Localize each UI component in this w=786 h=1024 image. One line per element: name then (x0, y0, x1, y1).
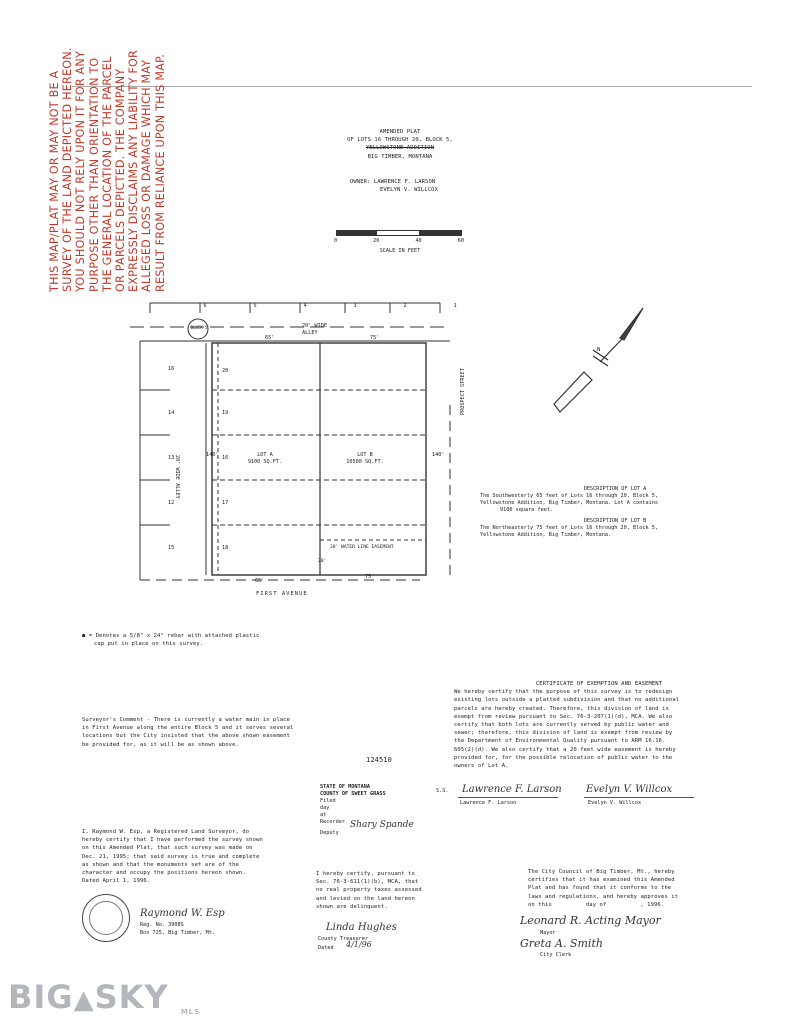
treasurer-line: Sec. 76-3-611(1)(b), MCA, that (316, 879, 419, 886)
stamp-line: at (320, 812, 327, 818)
top-lot: 3 (353, 303, 357, 309)
lot-row-number: 17 (222, 500, 229, 506)
surveyor-certificate-line: Dated April 1, 1996. (82, 878, 151, 885)
top-lot-numbers (180, 303, 480, 310)
scale-label: SCALE IN FEET (379, 248, 421, 254)
lot-b-area: 10500 SQ.FT. (346, 459, 384, 465)
logo-mls: MLS (180, 1008, 201, 1016)
surveyor-certificate-line: I, Raymond W. Esp, a Registered Land Surveyor, do (82, 829, 250, 835)
signature-line (458, 797, 558, 798)
scale-bar (336, 230, 462, 236)
lot-b-description-line: Yellowstone Addition, Big Timber, Montana. (480, 532, 612, 538)
treasurer-line: no real property taxes assessed (316, 887, 422, 894)
council-approval-line (528, 901, 748, 909)
owners-block (350, 178, 438, 194)
lot-row-number: 18 (222, 545, 229, 551)
disclaimer-line: THE GENERAL LOCATION OF THE PARCEL (100, 56, 114, 292)
lot-b-description-title: DESCRIPTION OF LOT B (583, 518, 647, 524)
surveyor-comment-line: in First Avenue along the entire Block 5 and it serves several (82, 725, 294, 732)
certificate-line: parcels are hereby created. Therefore, this division of land is (454, 705, 669, 712)
certificate-line: owners of Lot A. (454, 763, 509, 770)
scale-tick: 40 (415, 238, 422, 244)
alley-label: 20' WIDE ALLEY (302, 323, 327, 336)
certificate-line: the Department of Environmental Quality pursuant to ARM 16.16. (454, 738, 666, 745)
certificate-line: We hereby certify that the purpose of this survey is to redesign (454, 689, 673, 696)
surveyor-certificate-line: character and occupy the positions hereon shown. (82, 870, 246, 877)
lot-b-label (335, 452, 395, 466)
council-approval-part: on this (528, 901, 552, 908)
right-dimension: 140' (432, 452, 445, 458)
council-certificate (528, 868, 748, 909)
scale-ticks (334, 238, 464, 245)
surveyor-comment-line: be provided for, as it will be as shown above. (82, 741, 239, 748)
owner-name-1: Lawrence F. Larson (460, 800, 517, 806)
block-label: BLOCK 5 (190, 325, 208, 330)
mayor-title: Mayor (540, 930, 556, 936)
surveyor-signature: Raymond W. Esp (140, 908, 225, 919)
top-lot: 6 (203, 303, 207, 309)
top-lot: 4 (303, 303, 307, 309)
disclaimer-line: THIS MAP/PLAT MAY OR MAY NOT BE A (48, 70, 61, 292)
scale-tick: 20 (373, 238, 380, 244)
lot-a-description-line: Yellowstone Addition, Big Timber, Montana. Lot A contains (480, 500, 659, 506)
treasurer-title: County Treasurer (318, 936, 368, 942)
stamp-line: COUNTY OF SWEET GRASS (320, 791, 386, 797)
recording-stamp (320, 784, 449, 852)
lot-row-number: 19 (222, 410, 229, 416)
disclaimer-line: RESULT FROM RELIANCE UPON THIS MAP. (153, 53, 167, 292)
council-line: Plat and has found that it conforms to the (528, 885, 672, 892)
easement-label: 20' WATER LINE EASEMENT (330, 545, 394, 550)
plat-subtitle: OF LOTS 16 THROUGH 20, BLOCK 5, (347, 137, 453, 144)
surveyor-reg: Reg. No. 3908S (140, 922, 184, 928)
disclaimer-line: EXPRESSLY DISCLAIMS ANY LIABILITY FOR (127, 50, 141, 292)
clerk-title: City Clerk (540, 952, 572, 958)
owners-label: OWNER: (350, 179, 371, 185)
stamp-line: Deputy (320, 830, 339, 836)
dim-top-left: 65' (265, 335, 275, 341)
dim-bottom-right: 75' (365, 574, 375, 580)
legend-line: cap put in place on this survey. (94, 641, 204, 648)
certificate-line: sewer; therefore, this division of land is exempt from review by (454, 730, 673, 737)
surveyor-address: Box 725, Big Timber, Mt. (140, 930, 215, 936)
lot-b-name: LOT B (357, 452, 373, 458)
stamp-ss: S.S. (436, 788, 449, 794)
owner-signature-2: Evelyn V. Willcox (586, 784, 673, 795)
signature-line (584, 797, 694, 798)
top-lot: 5 (253, 303, 257, 309)
certificate-line: 605(2)(d). We also certify that a 20 feet wide easement is hereby (454, 746, 676, 753)
owner-signature-1: Lawrence F. Larson (462, 784, 562, 795)
side-alley-label: 20' WIDE ALLEY (174, 455, 180, 499)
first-avenue-label: FIRST AVENUE (256, 591, 308, 597)
council-approval-part: day of (585, 901, 607, 908)
top-lot: 1 (453, 303, 457, 309)
stamp-line: STATE OF MONTANA (320, 784, 370, 790)
council-approval-part: , 1996. (640, 901, 665, 908)
lot-row-number: 20 (222, 368, 229, 374)
mountain-icon: ▲ (73, 985, 95, 1015)
dim-bottom-left: 65' (255, 578, 265, 584)
stamp-line: Filed (320, 798, 336, 804)
dim-top-right: 75' (370, 335, 380, 341)
certificate-block (454, 680, 744, 770)
recorder-signature: Shary Spande (350, 820, 414, 830)
plat-header (300, 128, 500, 161)
surveyor-comment-line: locations but the City insisted that the above shown easement (82, 733, 291, 740)
scale-tick: 60 (457, 238, 464, 244)
left-lot-number: 16 (168, 366, 175, 372)
owner-name-2: Evelyn V. Willcox (588, 800, 642, 806)
lot-a-area: 9100 SQ.FT. (247, 459, 283, 465)
lot-a-description-line: The Southwesterly 65 feet of Lots 16 through 20, Block 5, (480, 493, 659, 499)
plat-map (120, 295, 460, 605)
legend-line: ● = Denotes a 5/8" x 24" rebar with attached plastic (82, 633, 260, 639)
treasurer-line: I hereby certify, pursuant to (316, 871, 415, 877)
mayor-signature: Leonard R. Acting Mayor (520, 914, 661, 927)
scale-tick: 0 (334, 238, 338, 244)
left-lot-number: 14 (168, 410, 175, 416)
lot-row-number: 16 (222, 455, 229, 461)
left-lot-number: 12 (168, 500, 175, 506)
big-sky-logo (8, 978, 200, 1016)
certificate-title: CERTIFICATE OF EXEMPTION AND EASEMENT (535, 681, 663, 687)
treasurer-line: shown are delinquent. (316, 903, 388, 910)
north-arrow-icon (548, 300, 658, 420)
plat-title: AMENDED PLAT (379, 129, 421, 135)
certificate-line: provided for, for the possible relocation of public water to the (454, 754, 673, 761)
certificate-line: exempt from review pursuant to Sec. 76-3-207(1)(d), MCA. We also (454, 713, 673, 720)
surveyor-certificate (82, 828, 282, 885)
lot-b-description-line: The Northeasterly 75 feet of Lots 16 through 20, Block 5, (480, 525, 659, 531)
surveyor-certificate-line: on this Amended Plat, that such survey was made on (82, 845, 253, 852)
street-label: PROSPECT STREET (460, 368, 466, 415)
north-label: N (597, 347, 601, 353)
disclaimer-stamp (48, 47, 178, 292)
disclaimer-line: SURVEY OF THE LAND DEPICTED HEREON. (61, 47, 75, 292)
left-lot-number: 15 (168, 545, 175, 551)
treasurer-signature: Linda Hughes (326, 922, 397, 933)
owner-2: EVELYN V. WILLCOX (380, 187, 438, 194)
disclaimer-line: YOU SHOULD NOT RELY UPON IT FOR ANY (74, 50, 88, 292)
certificate-line: existing lots outside a platted subdivision and that no additional (454, 697, 680, 704)
disclaimer-line: PURPOSE OTHER THAN ORIENTATION TO (87, 57, 101, 292)
council-line: The City Council of Big Timber, Mt., hereby (528, 869, 675, 875)
plat-addition: YELLOWSTONE ADDITION (365, 145, 435, 152)
logo-text: BIG (8, 978, 74, 1016)
clerk-signature: Greta A. Smith (520, 937, 603, 950)
stamp-line: Recorder (320, 819, 345, 825)
plat-city: BIG TIMBER, MONTANA (367, 153, 433, 160)
treasurer-date: 4/1/96 (346, 940, 372, 949)
legend (82, 632, 259, 648)
stamp-line: day (320, 805, 330, 811)
document-number: 124510 (366, 756, 392, 764)
logo-text: SKY (94, 978, 169, 1016)
surveyor-certificate-line: Dec. 21, 1995; that said survey is true and complete (82, 853, 260, 860)
surveyor-certificate-line: as shown and that the monuments set are of the (82, 861, 239, 868)
council-line: laws and regulations, and hereby approves it (528, 893, 679, 900)
lot-a-label (235, 452, 295, 466)
easement-dimension: 20' (318, 559, 327, 564)
disclaimer-line: ALLEGED LOSS OR DAMAGE WHICH MAY (140, 59, 154, 292)
lot-a-description-line: 9100 square feet. (500, 507, 554, 513)
lot-descriptions (480, 486, 750, 539)
disclaimer-line: OR PARCELS DEPICTED. THE COMPANY (114, 68, 128, 292)
surveyor-comment (82, 716, 382, 749)
lot-a-name: LOT A (257, 452, 273, 458)
certificate-line: certify that both lots are currently served by public water and (454, 722, 669, 729)
top-lot: 2 (403, 303, 407, 309)
owner-1: LAWRENCE F. LARSON (373, 179, 436, 185)
treasurer-line: and levied on the land hereon (316, 895, 415, 902)
treasurer-certificate (316, 870, 446, 911)
side-dimension: 140' (206, 452, 219, 458)
council-line: certifies that it has examined this Amended (528, 877, 675, 884)
lot-a-description-title: DESCRIPTION OF LOT A (583, 486, 647, 492)
surveyor-seal-icon (82, 894, 130, 942)
surveyor-certificate-line: hereby certify that I have performed the survey shown (82, 837, 263, 844)
treasurer-dated: Dated (318, 945, 334, 951)
surveyor-comment-line: Surveyor's Comment - There is currently a water main in place (82, 717, 291, 723)
left-lot-number: 13 (168, 455, 175, 461)
